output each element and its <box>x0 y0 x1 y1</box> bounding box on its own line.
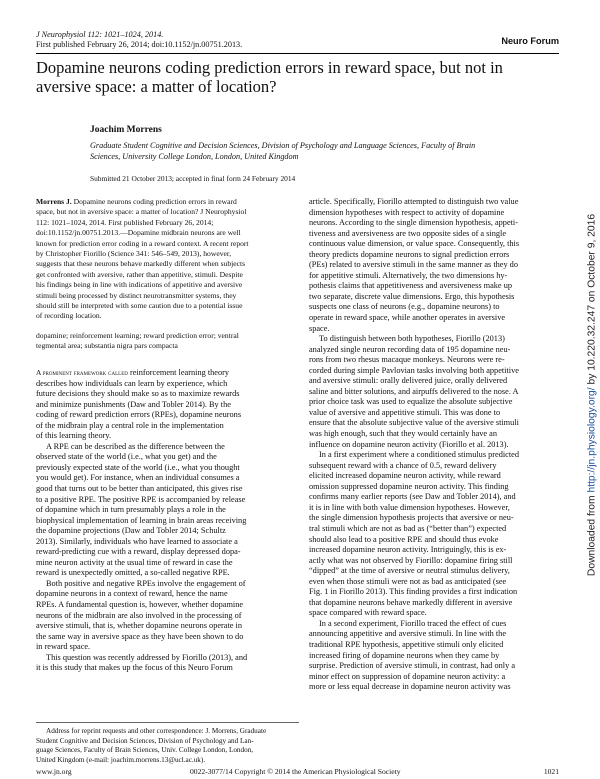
paragraph: In a first experiment where a conditioned stimulus predicted subsequent reward with a chance of 0.5, reward delivery elicited increased dopamine neuron activity, while reward omission suppressed dopamine neuron activity. This finding confirms many earlier reports (see Daw and Tobler 2014), and it is in line with both value dimension hypotheses. However, the single dimension hypothesis projects that aversive or neu- tral stimuli which are not as bad as (“better than”) expected should also lead to a positive RPE and should thus evoke increased dopamine neuron activity. Intriguingly, this is ex- actly what was not observed by Fiorillo: dopamine firing still “dipped” at the time of aversive or neutral stimulus delivery, even when those stimuli were not as bad as anticipated (see Fig. 1 in Fiorillo 2013). This finding provides a first indication that dopamine neurons behave markedly different in aversive space compared with reward space. <box>309 450 519 618</box>
header-rule <box>36 53 559 54</box>
correspondence-footnote: Address for reprint requests and other correspondence: J. Morrens, Graduate Student Cognitive and Decision Sciences, Division of Psychology and Lan- guage Sciences, Faculty of Brain Sciences, Univ. College London, London, United Kingdom (e-mail: joachim.morrens.13@ucl.ac.uk). <box>36 727 267 764</box>
paragraph: A prominent framework called reinforcement learning theory describes how individuals can learn by experience, which future decisions they should make so as to maximize rewards and minimize punishments (Daw and Tobler 2014). By the coding of reward prediction errors (RPEs), dopamine neurons of the midbrain play a central role in the implementation of this learning theory. <box>36 368 242 441</box>
journal-url: www.jn.org <box>36 767 72 776</box>
footnote-rule <box>36 722 299 723</box>
section-label: Neuro Forum <box>501 36 559 46</box>
paragraph: article. Specifically, Fiorillo attempted to distinguish two value dimension hypotheses with respect to activity of dopamine neurons. According to the single dimension hypothesis, appeti- tiveness and aversiveness are two opposite sides of a single continuous value dimension, or value space. Consequently, this theory predicts dopamine neurons to signal prediction errors (PEs) related to aversive stimuli in the same manner as they do for appetitive stimuli. Alternatively, the two dimensions hy- pothesis claims that appetitiveness and aversiveness make up two separate, discrete value dimensions. Ergo, this hypothesis suspects one class of neurons (e.g., dopamine neurons) to operate in reward space, while another operates in aversive space. <box>309 197 520 333</box>
paragraph: To distinguish between both hypotheses, Fiorillo (2013) analyzed single neuron recording data of 195 dopamine neu- rons from two rhesus macaque monkeys. Neurons were re- corded during simple Pavlovian tasks involving both appetitive and aversive stimuli: orally delivered juice, orally delivered saline and bitter solutions, and airpuffs delivered to the nose. A prior choice task was used to equalize the absolute subjective value of aversive and appetitive stimuli. This was done to ensure that the absolute subjective value of the aversive stimuli was high enough, such that they would certainly have an influence on dopamine neuron activity (Fiorillo et al. 2013). <box>309 334 519 449</box>
copyright-line: 0022-3077/14 Copyright © 2014 the American Physiological Society <box>190 767 401 776</box>
left-column-text <box>36 368 299 674</box>
author-affiliation: Graduate Student Cognitive and Decision Sciences, Division of Psychology and Language Sciences, Faculty of Brain Sciences, University College London, London, United Kingdom <box>90 141 476 161</box>
keywords: dopamine; reinforcement learning; reward prediction error; ventral tegmental area; substantia nigra pars compacta <box>36 331 239 351</box>
download-note: Downloaded from http://jn.physiology.org/ by 10.220.32.247 on October 9, 2016 <box>586 213 598 577</box>
paragraph: Both positive and negative RPEs involve the engagement of dopamine neurons in a context of reward, hence the name RPEs. A fundamental question is, however, whether dopamine neurons of the midbrain are also involved in the processing of aversive stimuli, that is, whether dopamine neurons operate in the same way in aversive space as they have been shown to do in reward space. <box>36 578 246 652</box>
paragraph: In a second experiment, Fiorillo traced the effect of cues announcing appetitive and aversive stimuli. In line with the traditional RPE hypothesis, appetitive stimuli only elicited increased firing of dopamine neurons when they came by surprise. Prediction of aversive stimuli, in contrast, had only a minor effect on suppression of dopamine neuron activity: a more or less equal decrease in dopamine neuron activity was <box>309 618 515 692</box>
page-number: 1021 <box>543 767 559 776</box>
first-published: First published February 26, 2014; doi:10.1152/jn.00751.2013. <box>36 40 243 49</box>
submission-dates: Submitted 21 October 2013; accepted in final form 24 February 2014 <box>90 174 296 183</box>
paragraph: This question was recently addressed by Fiorillo (2013), and it is this study that makes up the focus of this Neuro Forum <box>36 652 248 673</box>
paragraph: A RPE can be described as the difference between the observed state of the world (i.e., what you get) and the previously expected state of the world (i.e., what you thought you would get). For instance, when an individual consumes a good that turns out to be better than anticipated, this gives rise to a positive RPE. The positive RPE is accompanied by release of dopamine which in turn presumably plays a role in the biophysical implementation of learning in brain areas receiving the dopamine projections (Daw and Tobler 2014; Schultz 2013). Similarly, individuals who have learned to associate a reward-predicting cue with a reward, display depressed dopa- mine neuron activity at the usual time of reward in case the reward is unexpectedly omitted, a so-called negative RPE. <box>36 441 247 578</box>
download-link[interactable]: http://jn.physiology.org/ <box>586 387 598 493</box>
abstract: Morrens J. Dopamine neurons coding prediction errors in reward space, but not in aversive space: a matter of location? J Neurophysiol 112: 1021–1024, 2014. First published February 26, 2014; doi:10.1152/jn.00751.2013.—Dopamine midbrain neurons are well known for prediction error coding in a reward context. A recent report by Christopher Fiorillo (Science 341: 546–549, 2013), however, suggests that these neurons behave markedly different when subjects get confronted with aversive, rather than appetitive, stimuli. Despite his findings being in line with indications of appetitive and aversive stimuli being processed by distinct neurotransmitter systems, they should still be interpreted with some caution due to a potential issue of recording location. <box>36 197 249 321</box>
journal-citation: J Neurophysiol 112: 1021–1024, 2014. <box>36 30 164 39</box>
article-title: Dopamine neurons coding prediction errors in reward space, but not in aversive space: a matter of location? <box>36 58 503 96</box>
author-name: Joachim Morrens <box>90 125 162 135</box>
right-column-text <box>309 197 560 693</box>
